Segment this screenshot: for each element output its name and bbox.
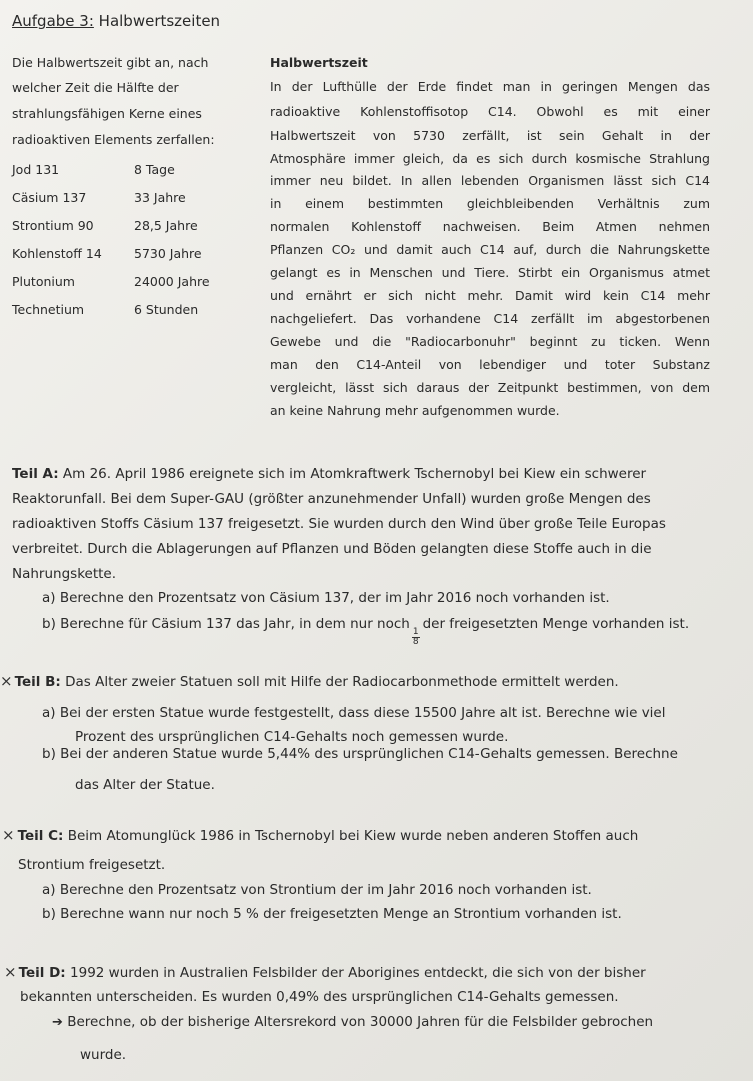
table-cell-value: 6 Stunden: [134, 302, 199, 317]
table-cell-element: Jod 131: [12, 162, 60, 177]
teil-b-task-a-cont: Prozent des ursprünglichen C14-Gehalts noch gemessen wurde.: [75, 729, 509, 745]
intro-line: radioaktiven Elements zerfallen:: [12, 132, 215, 147]
intro-line: welcher Zeit die Hälfte der: [12, 80, 179, 95]
teil-a-task-b: [42, 616, 689, 647]
info-box-line: und ernährt er sich nicht mehr. Damit wird kein C14 mehr: [270, 288, 710, 303]
teil-c-line: Strontium freigesetzt.: [18, 857, 166, 873]
teil-b-task-a: a) Bei der ersten Statue wurde festgestellt, dass diese 15500 Jahre alt ist. Berechne wie viel: [42, 705, 666, 721]
info-box-line: Halbwertszeit von 5730 zerfällt, ist sein Gehalt in der: [270, 128, 710, 143]
info-box-line: Gewebe und die "Radiocarbonuhr" beginnt zu ticken. Wenn: [270, 334, 710, 349]
teil-a-label: Teil A:: [12, 466, 59, 482]
fraction-denominator: 8: [412, 637, 419, 647]
teil-a-line: radioaktiven Stoffs Cäsium 137 freigesetzt. Sie wurden durch den Wind über große Teile Europas: [12, 516, 666, 532]
info-box-line: man den C14-Anteil von lebendiger und toter Substanz: [270, 357, 710, 372]
info-box-line: In der Lufthülle der Erde findet man in geringen Mengen das: [270, 79, 710, 94]
teil-a-task-a: a) Berechne den Prozentsatz von Cäsium 137, der im Jahr 2016 noch vorhanden ist.: [42, 590, 610, 606]
table-cell-element: Kohlenstoff 14: [12, 246, 102, 261]
teil-c-label: Teil C:: [17, 828, 64, 844]
teil-d-text: 1992 wurden in Australien Felsbilder der Aborigines entdeckt, die sich von der bisher: [65, 965, 646, 981]
info-box-line: Atmosphäre immer gleich, da es sich durch kosmische Strahlung: [270, 151, 710, 166]
teil-c-line: [2, 826, 638, 844]
teil-d-line: bekannten unterscheiden. Es wurden 0,49% des ursprünglichen C14-Gehalts gemessen.: [20, 989, 619, 1005]
table-cell-element: Strontium 90: [12, 218, 94, 233]
teil-d-task-text: Berechne, ob der bisherige Altersrekord von 30000 Jahren für die Felsbilder gebrochen: [67, 1014, 654, 1030]
intro-line: strahlungsfähigen Kerne eines: [12, 106, 202, 121]
teil-d-task-cont: wurde.: [80, 1047, 127, 1063]
table-cell-value: 28,5 Jahre: [134, 218, 198, 233]
title-rest: Halbwertszeiten: [93, 12, 221, 30]
teil-a-line: Reaktorunfall. Bei dem Super-GAU (größter anzunehmender Unfall) wurden große Mengen des: [12, 491, 651, 507]
arrow-right-icon: ➔: [52, 1015, 63, 1030]
teil-b-task-b-cont: das Alter der Statue.: [75, 777, 215, 793]
cross-mark-icon: ×: [0, 672, 13, 690]
teil-b-text: Das Alter zweier Statuen soll mit Hilfe der Radiocarbonmethode ermittelt werden.: [60, 674, 619, 690]
table-cell-element: Cäsium 137: [12, 190, 87, 205]
table-cell-element: Plutonium: [12, 274, 75, 289]
fraction-one-eighth: [412, 628, 420, 647]
cross-mark-icon: ×: [4, 963, 17, 981]
table-cell-value: 5730 Jahre: [134, 246, 202, 261]
info-box-line: vergleicht, lässt sich daraus der Zeitpunkt bestimmen, von dem: [270, 380, 710, 395]
table-cell-value: 33 Jahre: [134, 190, 186, 205]
task-b-text: b) Berechne für Cäsium 137 das Jahr, in dem nur noch: [42, 616, 410, 632]
cross-mark-icon: ×: [2, 826, 15, 844]
table-cell-value: 24000 Jahre: [134, 274, 210, 289]
teil-a-line: Nahrungskette.: [12, 566, 117, 582]
info-box-line: Pflanzen CO₂ und damit auch C14 auf, durch die Nahrungskette: [270, 242, 710, 257]
intro-line: Die Halbwertszeit gibt an, nach: [12, 55, 209, 70]
teil-a-text: Am 26. April 1986 ereignete sich im Atomkraftwerk Tschernobyl bei Kiew ein schwerer: [58, 466, 647, 482]
teil-a-line: verbreitet. Durch die Ablagerungen auf Pflanzen und Böden gelangten diese Stoffe auch in die: [12, 541, 652, 557]
info-box-title: Halbwertszeit: [270, 55, 368, 70]
task-b-text: der freigesetzten Menge vorhanden ist.: [422, 616, 690, 632]
teil-d-task: [52, 1014, 653, 1030]
table-cell-element: Technetium: [12, 302, 85, 317]
info-box-line: radioaktive Kohlenstoffisotop C14. Obwohl es mit einer: [270, 104, 710, 119]
info-box-line: nachgeliefert. Das vorhandene C14 zerfällt im abgestorbenen: [270, 311, 710, 326]
info-box-line: gelangt es in Menschen und Tiere. Stirbt ein Organismus atmet: [270, 265, 710, 280]
teil-b-line: [0, 672, 619, 690]
teil-b-label: Teil B:: [14, 674, 61, 690]
page-title: [12, 12, 220, 30]
info-box-line: an keine Nahrung mehr aufgenommen wurde.: [270, 403, 560, 418]
teil-c-task-b: b) Berechne wann nur noch 5 % der freigesetzten Menge an Strontium vorhanden ist.: [42, 906, 622, 922]
teil-c-task-a: a) Berechne den Prozentsatz von Strontium der im Jahr 2016 noch vorhanden ist.: [42, 882, 592, 898]
teil-d-line: [4, 963, 646, 981]
teil-a-line: [12, 466, 646, 482]
info-box-line: normalen Kohlenstoff nachweisen. Beim Atmen nehmen: [270, 219, 710, 234]
teil-d-label: Teil D:: [18, 965, 66, 981]
teil-c-text: Beim Atomunglück 1986 in Tschernobyl bei Kiew wurde neben anderen Stoffen auch: [63, 828, 639, 844]
table-cell-value: 8 Tage: [134, 162, 175, 177]
info-box-line: immer neu bildet. In allen lebenden Organismen lässt sich C14: [270, 173, 710, 188]
title-prefix: Aufgabe 3:: [12, 12, 94, 30]
info-box-line: in einem bestimmten gleichbleibenden Verhältnis zum: [270, 196, 710, 211]
fraction-numerator: 1: [412, 627, 419, 637]
teil-b-task-b: b) Bei der anderen Statue wurde 5,44% des ursprünglichen C14-Gehalts gemessen. Berechne: [42, 746, 678, 762]
